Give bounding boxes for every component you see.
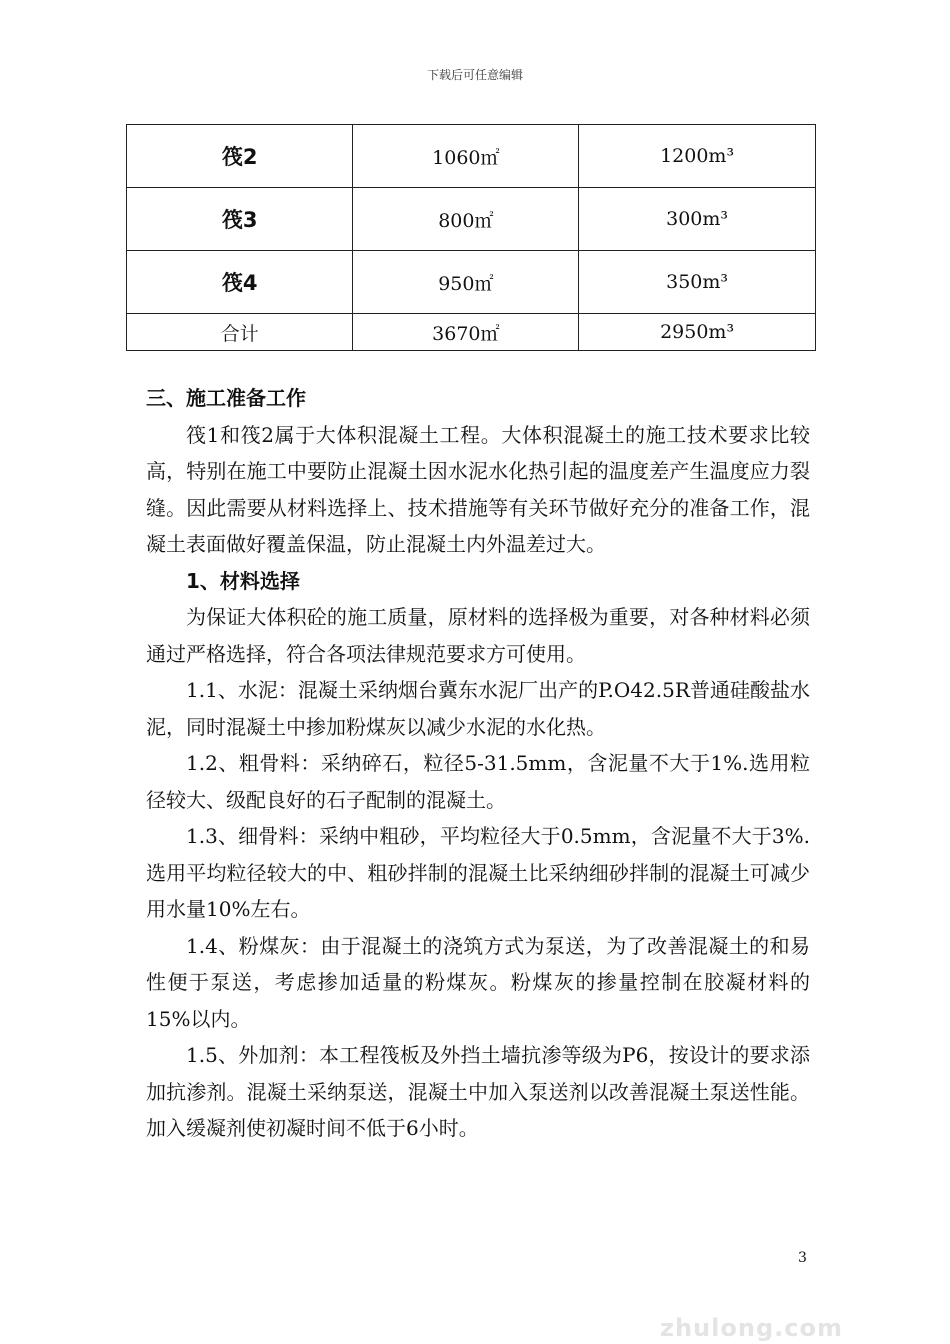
header-note: 下载后可任意编辑: [426, 68, 523, 82]
page-number: 3: [798, 1250, 807, 1266]
area-volume-table: [126, 124, 816, 351]
raft-name: 筏3: [221, 208, 258, 232]
table-row: [127, 188, 816, 251]
subsection-intro-paragraph: 为保证大体积砼的施工质量，原材料的选择极为重要，对各种材料必须通过严格选择，符合各项法律规范要求方可使用。: [146, 605, 810, 666]
raft-area: 800㎡: [353, 188, 579, 251]
raft-name: 筏4: [221, 271, 258, 295]
material-item-admixture: 1.5、外加剂：本工程筏板及外挡土墙抗渗等级为P6，按设计的要求添加抗渗剂。混凝土采纳泵送，混凝土中加入泵送剂以改善混凝土泵送性能。加入缓凝剂使初凝时间不低于6小时。: [146, 1043, 810, 1140]
material-item-cement: 1.1、水泥：混凝土采纳烟台冀东水泥厂出产的P.O42.5R普通硅酸盐水泥，同时混凝土中掺加粉煤灰以减少水泥的水化热。: [146, 678, 810, 739]
watermark: zhulong.com: [660, 1314, 843, 1342]
section-intro-paragraph: 筏1和筏2属于大体积混凝土工程。大体积混凝土的施工技术要求比较高，特别在施工中要防止混凝土因水泥水化热引起的温度差产生温度应力裂缝。因此需要从材料选择上、技术措施等有关环节做好充分的准备工作，混凝土表面做好覆盖保温，防止混凝土内外温差过大。: [146, 422, 810, 556]
raft-name: 筏2: [221, 145, 258, 169]
table-row: [127, 125, 816, 188]
material-item-coarse-aggregate: 1.2、粗骨料：采纳碎石，粒径5-31.5mm，含泥量不大于1%.选用粒径较大、级配良好的石子配制的混凝土。: [146, 751, 810, 812]
total-area: 3670㎡: [353, 314, 579, 351]
total-volume: 2950m³: [579, 314, 816, 351]
subsection-heading: 1、材料选择: [186, 568, 300, 593]
raft-volume: 300m³: [579, 188, 816, 251]
material-item-fine-aggregate: 1.3、细骨料：采纳中粗砂，平均粒径大于0.5mm，含泥量不大于3%.选用平均粒径较大的中、粗砂拌制的混凝土比采纳细砂拌制的混凝土可减少用水量10%左右。: [146, 824, 810, 921]
section-heading: 三、施工准备工作: [146, 386, 306, 410]
raft-volume: 1200m³: [579, 125, 816, 188]
raft-volume: 350m³: [579, 251, 816, 314]
document-body: [146, 380, 810, 1147]
table-total-row: [127, 314, 816, 351]
material-item-fly-ash: 1.4、粉煤灰：由于混凝土的浇筑方式为泵送，为了改善混凝土的和易性便于泵送，考虑掺加适量的粉煤灰。粉煤灰的掺量控制在胶凝材料的15%以内。: [146, 933, 810, 1031]
raft-area: 950㎡: [353, 251, 579, 314]
total-label: 合计: [220, 322, 259, 345]
raft-area: 1060㎡: [353, 125, 579, 188]
table-row: [127, 251, 816, 314]
